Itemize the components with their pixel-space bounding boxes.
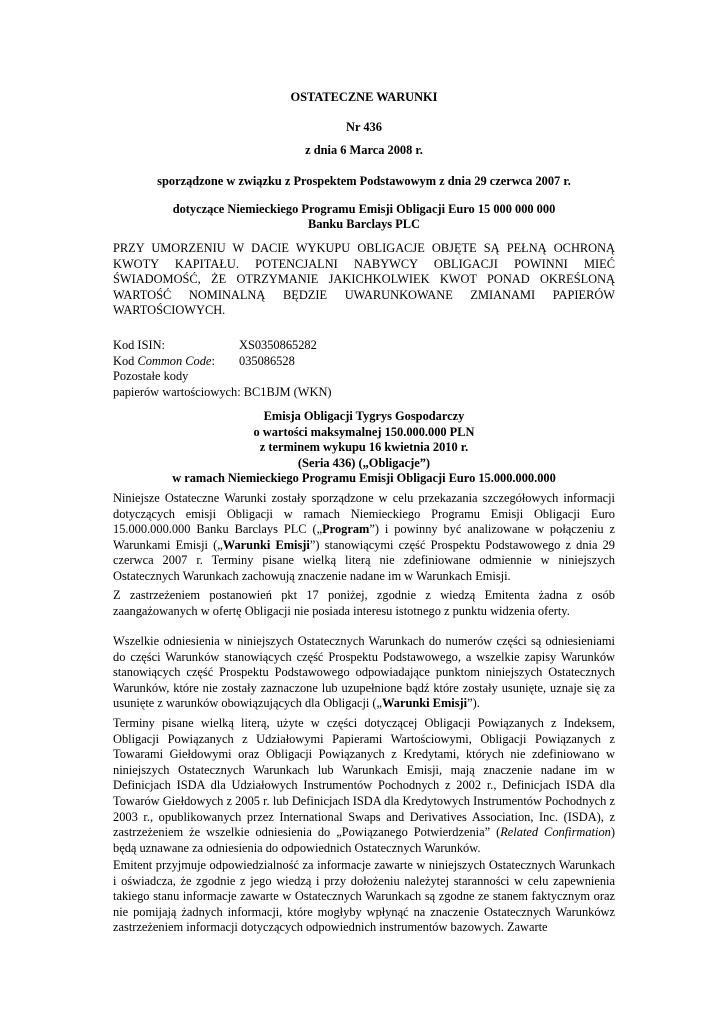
defined-term-terms: Warunki Emisji [222,537,310,552]
document-title: OSTATECZNE WARUNKI [290,90,438,104]
paragraph-text: ”). [467,696,480,711]
capital-protection-warning [113,241,615,319]
security-codes [113,338,433,400]
prospectus-reference: sporządzone w związku z Prospektem Podstawowym z dnia 29 czerwca 2007 r. [157,174,571,188]
issue-max-value: o wartości maksymalnej 150.000.000 PLN [253,424,475,439]
issue-maturity: z terminem wykupu 16 kwietnia 2010 r. [259,440,469,455]
paragraph-definitions [113,716,615,856]
other-codes-label: Pozostałe kody [113,369,189,384]
document-number: Nr 436 [346,120,382,134]
document-date: z dnia 6 Marca 2008 r. [305,143,423,157]
isin-row [113,338,433,354]
issue-series: (Seria 436) („Obligacje”) [297,455,431,470]
related-confirmation-term: Related Confirmation [500,825,611,840]
defined-term-program: Program [322,522,370,537]
warning-line: WARTOŚCIOWYCH. [113,303,226,318]
common-code-value: 035086528 [239,353,295,368]
wkn-row [113,385,433,401]
warning-line: PRZY UMORZENIU W DACIE WYKUPU OBLIGACJE OBJĘTE SĄ PEŁNĄ OCHRONĄ [113,241,615,255]
common-code-label-prefix: Kod [113,353,138,368]
common-code-label [113,354,215,370]
defined-term-terms: Warunki Emisji [382,696,468,711]
issue-heading [113,409,615,487]
paragraph-text: Terminy pisane wielką literą, użyte w części dotyczącej Obligacji Powiązanych z Indeksem, Obligacji Powiązanych z Udziałowymi Papierami Wartościowymi, Obligacji Powiązanych z Towarami Giełdowymi oraz Obligacji Powiązanych z Kredytami, których nie zdefiniowano w niniejszych Ostatecznych Warunkach lub Warunkach Emisji, mają znaczenie nadane im w Definicjach ISDA dla Udziałowych Instrumentów Pochodnych z 2002 r., Definicjach ISDA dla Towarów Giełdowych z 2005 r. lub Definicjach ISDA dla Kredytowych Instrumentów Pochodnych z 2003 r., opublikowanych przez International Swaps and Derivatives Association, Inc. (ISDA), z zastrzeżeniem że wszelkie odniesienia do „Powiązanego Potwierdzenia” ( [113,716,615,840]
other-codes-row [113,369,433,385]
programme-line-2: Banku Barclays PLC [308,217,420,231]
paragraph-text: Wszelkie odniesienia w niniejszych Ostatecznych Warunkach do numerów części są odniesieniami do części Warunków stanowiących część Prospektu Podstawowego, a wszelkie zapisy Warunków stanowiących część Prospektu Podstawowego odpowiadające punktom niniejszych Ostatecznych Warunków, które nie zostały zaznaczone lub uzupełnione bądź które zostały usunięte, uznaje się za usunięte z warunków obowiązujących dla Obligacji („ [113,634,615,711]
common-code-row [113,354,433,370]
paragraph-references [113,634,615,712]
paragraph-responsibility: Emitent przyjmuje odpowiedzialność za informacje zawarte w niniejszych Ostatecznych Warunkach i oświadcza, że zgodnie z jego wiedzą i przy dołożeniu należytej staranności w celu zapewnienia takiego stanu informacje zawarte w Ostatecznych Warunkach są zgodne ze stanem faktycznym oraz nie pomijają żadnych informacji, które mogłyby wpłynąć na znaczenie Ostatecznych Warunkówz zastrzeżeniem informacji dotyczących odpowiednich instrumentów bazowych. Zawarte [113,858,615,935]
isin-value: XS0350865282 [239,338,317,352]
warning-line: KWOTY KAPITAŁU. POTENCJALNI NABYWCY OBLIGACJI POWINNI MIEĆ [113,256,615,271]
warning-line: ŚWIADOMOŚĆ, ŻE OTRZYMANIE JAKICHKOLWIEK KWOT PONAD OKREŚLONĄ [113,272,615,287]
paragraph-text: ”) i powinny być analizowane w połączeniu z Warunkami Emisji („ [113,522,615,552]
paragraph-text: Niniejsze Ostateczne Warunki zostały sporządzone w celu przekazania szczegółowych informacji dotyczących emisji Obligacji w ramach Niemieckiego Programu Emisji Obligacji Euro 15.000.000.000 Banku Barclays PLC („ [113,491,615,537]
issue-name: Emisja Obligacji Tygrys Gospodarczy [263,409,465,423]
paragraph-text: ”) stanowiącymi część Prospektu Podstawowego z dnia 29 czerwca 2007 r. Terminy pisane wielką literą nie zdefiniowane odmiennie w niniejszych Ostatecznych Warunkach zachowują znaczenie nadane im w Warunkach Emisji. [113,537,615,583]
common-code-label-italic: Common Code [137,353,212,368]
warning-line: WARTOŚĆ NOMINALNĄ BĘDZIE UWARUNKOWANE ZMIANAMI PAPIERÓW [113,287,615,302]
common-code-label-suffix: : [211,353,215,368]
isin-label: Kod ISIN: [113,338,165,352]
wkn-code: papierów wartościowych: BC1BJM (WKN) [113,384,332,399]
programme-line-1: dotyczące Niemieckiego Programu Emisji Obligacji Euro 15 000 000 000 [172,202,556,216]
paragraph-introduction [113,491,615,585]
paragraph-interests: Z zastrzeżeniem postanowień pkt 17 poniżej, zgodnie z wiedzą Emitenta żadna z osób zaangażowanych w ofertę Obligacji nie posiada interesu istotnego z punktu widzenia oferty. [113,588,615,618]
paragraph-text: ) będą uznawane za odniesienia do odpowiednich Ostatecznych Warunków. [113,825,615,855]
issue-programme: w ramach Niemieckiego Programu Emisji Obligacji Euro 15.000.000.000 [172,471,556,486]
